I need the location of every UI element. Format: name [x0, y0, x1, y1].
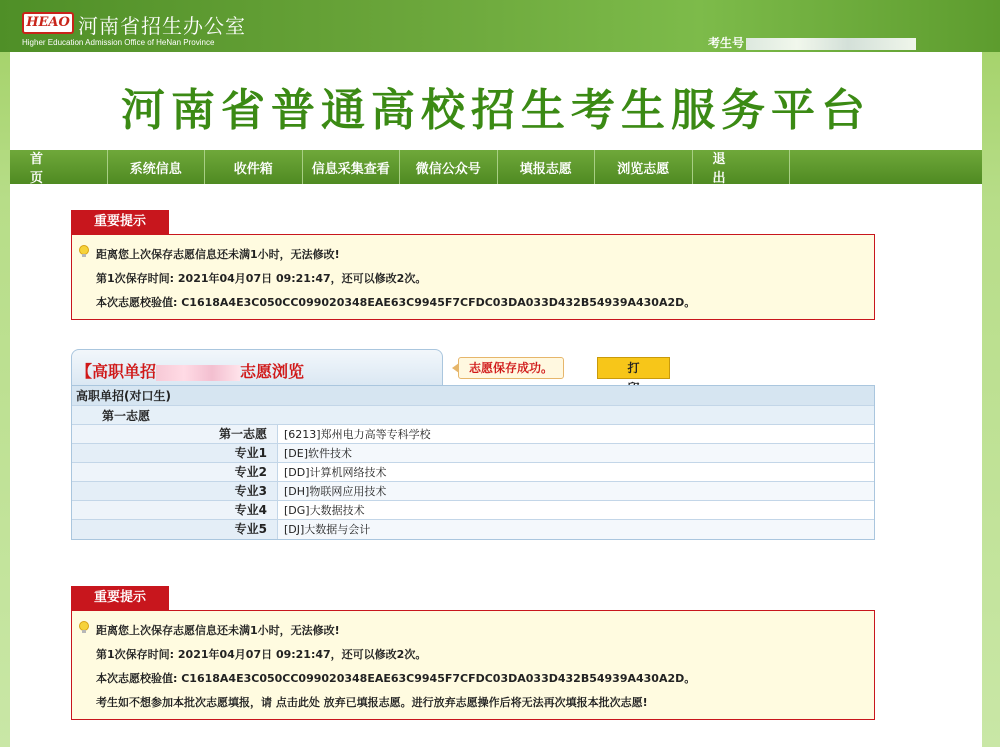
row-value: [6213]郑州电力高等专科学校 [284, 428, 431, 441]
wish-browse-header [71, 349, 443, 385]
row-label: 专业1 [72, 444, 278, 462]
notice-tab-2: 重要提示 [71, 586, 169, 610]
row-value: [DD]计算机网络技术 [284, 466, 387, 479]
examinee-number [708, 34, 916, 51]
row-label: 专业3 [72, 482, 278, 500]
print-button[interactable]: 打 [597, 357, 670, 379]
save-success-message: 志愿保存成功。 [458, 357, 564, 379]
wish-group-header: 高职单招(对口生) [72, 386, 874, 406]
nav-inbox[interactable]: 收件箱 [205, 150, 303, 184]
office-name: 河南省招生办公室 [78, 14, 246, 38]
table-row [72, 482, 874, 501]
redacted-examinee-id [746, 38, 916, 50]
row-value: [DJ]大数据与会计 [278, 520, 874, 539]
lightbulb-icon [78, 245, 90, 259]
row-label: 专业2 [72, 463, 278, 481]
row-value: [DH]物联网应用技术 [278, 482, 874, 500]
nav-home[interactable]: 首 页 [10, 150, 108, 184]
table-row [72, 501, 874, 520]
notice-box-1 [71, 234, 875, 320]
row-value: [DG]大数据技术 [284, 504, 365, 517]
nav-info-collection[interactable]: 信息采集查看 [303, 150, 401, 184]
table-row [72, 425, 874, 444]
wish-browse-title [76, 359, 304, 382]
table-row [72, 520, 874, 539]
notice-1-line-2: 第1次保存时间: 2021年04月07日 09:21:47，还可以修改2次。 [96, 272, 427, 285]
wish-subgroup-header: 第一志愿 [72, 406, 874, 425]
nav-wechat[interactable]: 微信公众号 [400, 150, 498, 184]
wish-title-suffix: 志愿浏览 [240, 362, 305, 381]
main-nav [10, 150, 982, 184]
top-bar [0, 0, 1000, 52]
page-banner-title: 河南省普通高校招生考生服务平台 [121, 85, 871, 136]
heao-logo: HEAO [22, 12, 74, 34]
nav-browse-wish[interactable]: 浏览志愿 [595, 150, 693, 184]
notice-2-line-1: 距离您上次保存志愿信息还未满1小时，无法修改! [96, 624, 340, 637]
row-label: 专业4 [72, 501, 278, 519]
notice-2-line-4[interactable]: 考生如不想参加本批次志愿填报，请 点击此处 放弃已填报志愿。进行放弃志愿操作后将无法再次填报本批次志愿! [96, 696, 648, 709]
notice-1-line-1: 距离您上次保存志愿信息还未满1小时，无法修改! [96, 248, 340, 261]
lightbulb-icon [78, 621, 90, 635]
nav-system-info[interactable]: 系统信息 [108, 150, 206, 184]
office-english-name: Higher Education Admission Office of HeNan Province [22, 38, 215, 47]
notice-box-2 [71, 610, 875, 720]
notice-2-line-3: 本次志愿校验值: C1618A4E3C050CC099020348EAE63C9945F7CFDC03DA033D432B54939A430A2D。 [96, 672, 696, 685]
row-label: 专业5 [72, 520, 278, 539]
redacted-name [156, 365, 240, 381]
row-value: [DE]软件技术 [278, 444, 874, 462]
notice-2-line-2: 第1次保存时间: 2021年04月07日 09:21:47，还可以修改2次。 [96, 648, 427, 661]
main-content [10, 52, 982, 747]
row-label: 第一志愿 [72, 425, 278, 443]
examinee-label: 考生号 [708, 36, 745, 50]
table-row [72, 463, 874, 482]
wish-title-prefix: 【高职单招 [76, 362, 157, 381]
nav-logout[interactable]: 退 出 [693, 150, 791, 184]
notice-tab-1: 重要提示 [71, 210, 169, 234]
notice-1-line-3: 本次志愿校验值: C1618A4E3C050CC099020348EAE63C9945F7CFDC03DA033D432B54939A430A2D。 [96, 296, 696, 309]
nav-fill-wish[interactable]: 填报志愿 [498, 150, 596, 184]
wish-table [71, 385, 875, 540]
table-row [72, 444, 874, 463]
